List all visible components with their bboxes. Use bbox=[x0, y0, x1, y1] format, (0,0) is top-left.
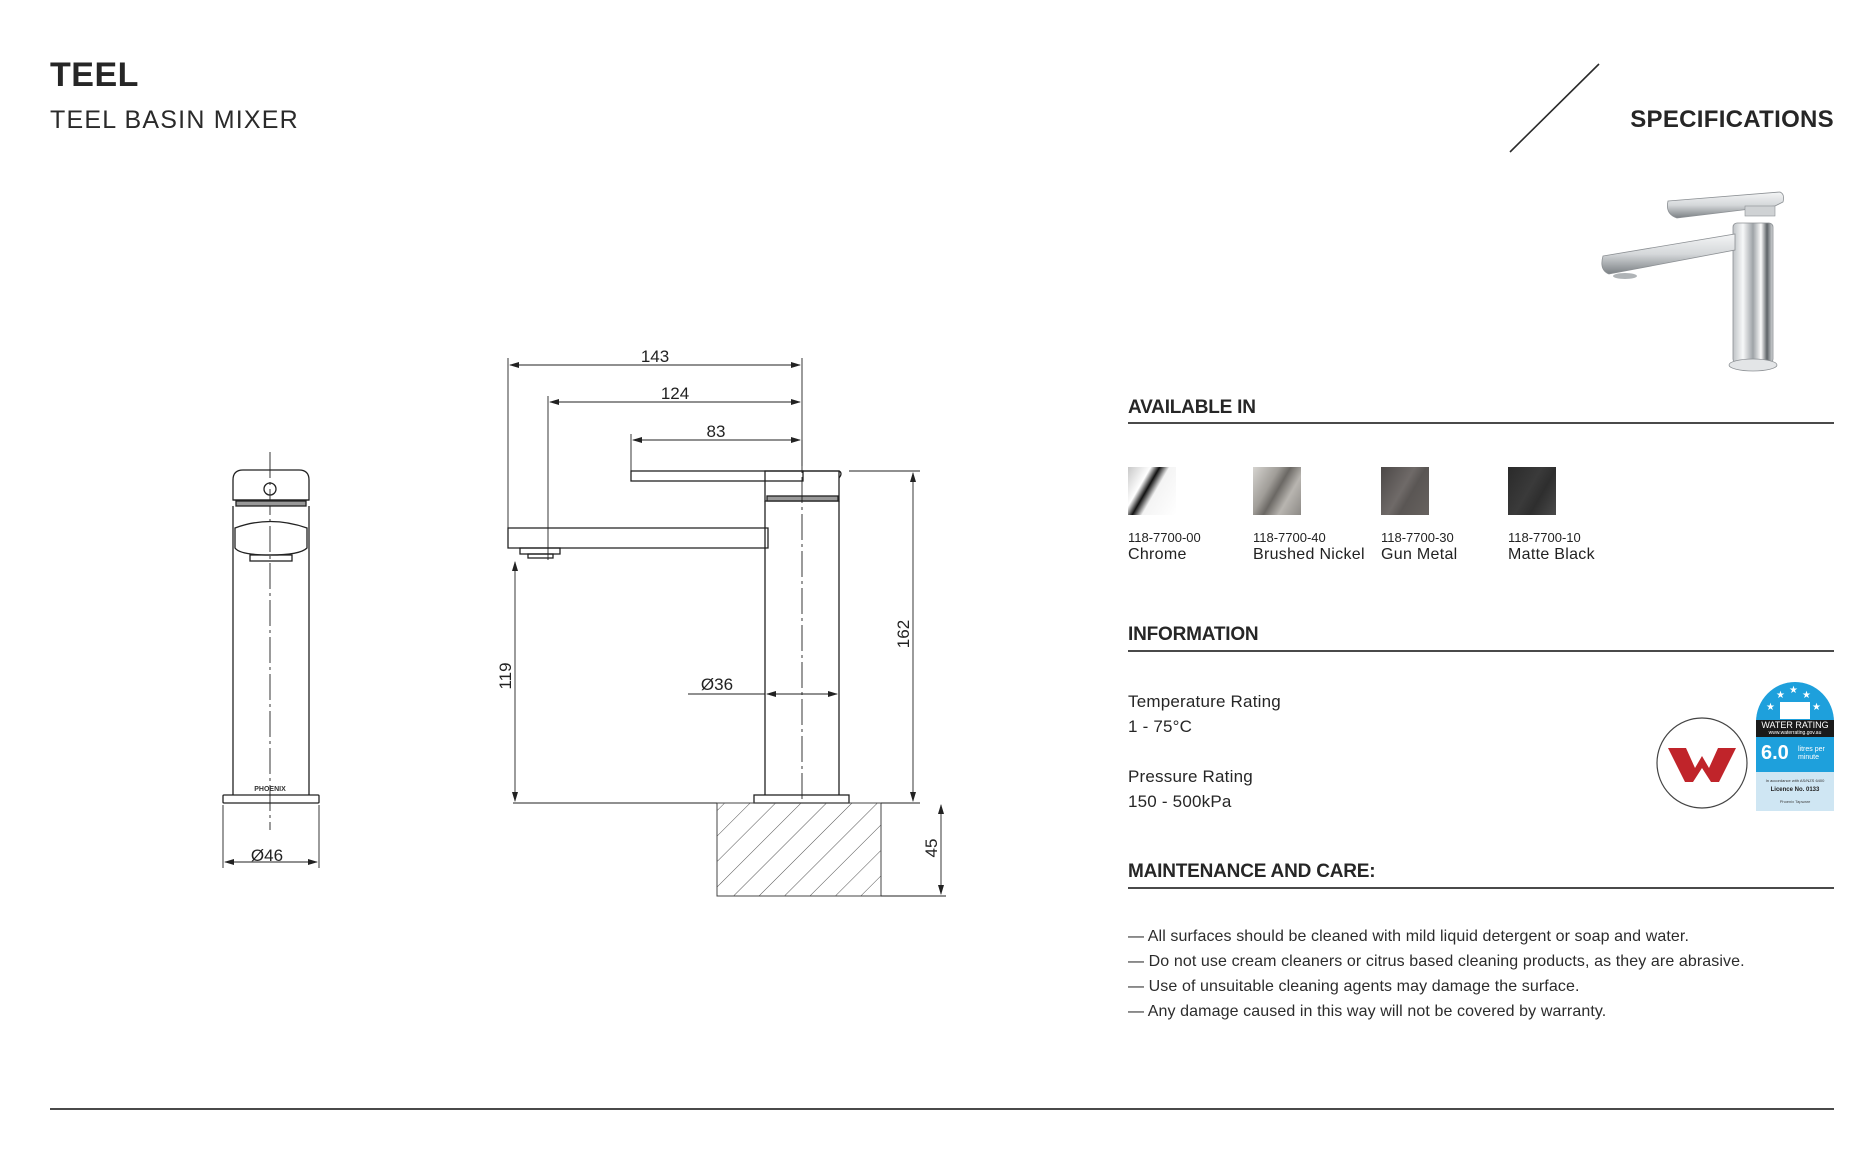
finish-code: 118-7700-10 bbox=[1508, 530, 1581, 545]
maintenance-rule bbox=[1128, 887, 1834, 889]
brand-mark: PHOENIX bbox=[254, 786, 286, 793]
pressure-rating-value: 150 - 500kPa bbox=[1128, 792, 1232, 811]
brand-title: TEEL bbox=[50, 56, 139, 94]
finish-name: Chrome bbox=[1128, 546, 1187, 563]
water-rating-title: WATER RATING bbox=[1761, 720, 1829, 730]
dim-overall-reach: 143 bbox=[640, 347, 670, 366]
finish-code: 118-7700-40 bbox=[1253, 530, 1326, 545]
product-name: TEEL BASIN MIXER bbox=[50, 106, 299, 134]
pressure-rating-label: Pressure Rating bbox=[1128, 767, 1253, 786]
maintenance-item: — Do not use cream cleaners or citrus based cleaning products, as they are abrasive. bbox=[1128, 953, 1745, 970]
water-rating-flow-value: 6.0 bbox=[1761, 742, 1789, 764]
front-view bbox=[223, 452, 319, 830]
finish-code: 118-7700-00 bbox=[1128, 530, 1201, 545]
water-rating-badge bbox=[1756, 680, 1834, 811]
finish-name: Brushed Nickel bbox=[1253, 546, 1365, 563]
finish-name: Matte Black bbox=[1508, 546, 1595, 563]
swatch-brushed-nickel[interactable] bbox=[1253, 467, 1301, 515]
svg-text:★: ★ bbox=[1802, 690, 1811, 701]
svg-text:★: ★ bbox=[1766, 702, 1775, 713]
section-label: SPECIFICATIONS bbox=[1630, 106, 1834, 133]
finish-name: Gun Metal bbox=[1381, 546, 1458, 563]
basin-mixer-photo-icon bbox=[1595, 178, 1795, 378]
available-in-rule bbox=[1128, 422, 1834, 424]
dim-spout-reach: 124 bbox=[660, 384, 690, 403]
diagonal-divider-icon bbox=[1500, 56, 1610, 160]
dim-spout-outlet-height: 119 bbox=[496, 662, 515, 690]
dim-base-diameter: Ø46 bbox=[250, 846, 284, 865]
side-view bbox=[508, 471, 849, 803]
water-rating-license: Licence No. 0133 bbox=[1770, 787, 1820, 793]
temperature-rating-value: 1 - 75°C bbox=[1128, 717, 1193, 736]
maintenance-item: — Use of unsuitable cleaning agents may damage the surface. bbox=[1128, 978, 1580, 995]
swatch-matte-black[interactable] bbox=[1508, 467, 1556, 515]
watermark-w-logo-icon bbox=[1655, 716, 1749, 810]
maintenance-item: — Any damage caused in this way will not be covered by warranty. bbox=[1128, 1003, 1607, 1020]
dim-overall-height: 162 bbox=[894, 619, 913, 649]
water-rating-url: www.waterrating.gov.au bbox=[1768, 730, 1822, 736]
maintenance-heading: MAINTENANCE AND CARE: bbox=[1128, 861, 1376, 882]
swatch-gun-metal[interactable] bbox=[1381, 467, 1429, 515]
footer-rule bbox=[50, 1108, 1834, 1110]
dim-body-diameter: Ø36 bbox=[700, 675, 734, 694]
water-rating-supplier: Phoenix Tapware bbox=[1779, 799, 1811, 804]
water-rating-flow-unit: litres per minute bbox=[1798, 746, 1825, 761]
maintenance-item: — All surfaces should be cleaned with mild liquid detergent or soap and water. bbox=[1128, 928, 1690, 945]
svg-text:★: ★ bbox=[1776, 690, 1785, 701]
svg-text:★: ★ bbox=[1812, 702, 1821, 713]
available-in-heading: AVAILABLE IN bbox=[1128, 397, 1256, 418]
swatch-chrome[interactable] bbox=[1128, 467, 1176, 515]
finish-code: 118-7700-30 bbox=[1381, 530, 1454, 545]
dim-mounting-depth: 45 bbox=[922, 838, 941, 858]
water-rating-standard: In accordance with AS/NZS 6400 bbox=[1765, 778, 1825, 783]
information-rule bbox=[1128, 650, 1834, 652]
temperature-rating-label: Temperature Rating bbox=[1128, 692, 1281, 711]
information-heading: INFORMATION bbox=[1128, 624, 1259, 645]
svg-text:★: ★ bbox=[1789, 685, 1798, 696]
dim-lever-length: 83 bbox=[706, 422, 726, 441]
